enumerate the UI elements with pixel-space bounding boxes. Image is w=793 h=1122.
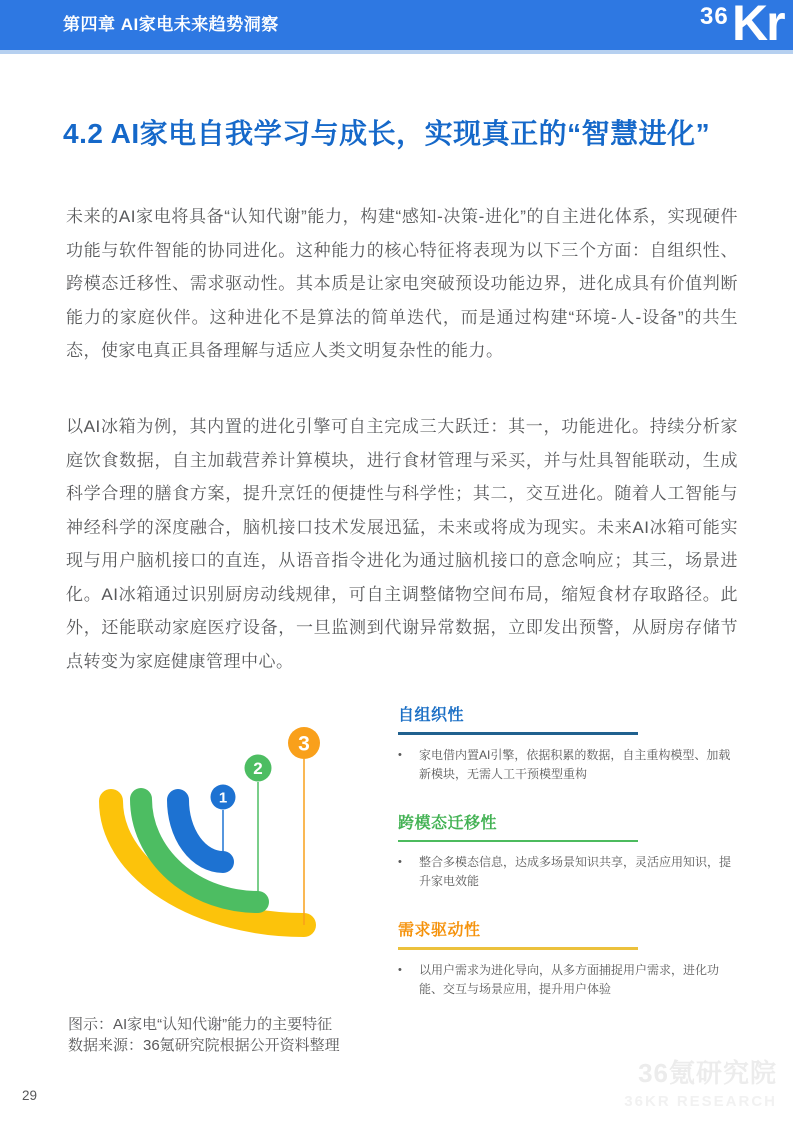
- feature-list: [398, 702, 748, 1025]
- watermark-cn: 36氪研究院: [638, 1058, 777, 1088]
- header-accent-strip: [0, 50, 793, 54]
- watermark: [624, 1053, 777, 1110]
- arc-inner-blue: [178, 800, 223, 862]
- feature-title: 自组织性: [398, 707, 465, 724]
- logo-kr-text: Kr: [732, 0, 784, 50]
- feature-bullet: [398, 853, 734, 891]
- feature-underline: [398, 840, 638, 843]
- feature-bullet-text: 家电借内置AI引擎，依据积累的数据，自主重构模型、加载新模块，无需人工干预模型重构: [419, 747, 731, 781]
- feature-underline: [398, 947, 638, 950]
- feature-self-organization: [398, 702, 748, 784]
- feature-cross-modal-transfer: [398, 810, 748, 892]
- cognitive-metabolism-diagram: [60, 690, 405, 1005]
- feature-bullet: [398, 961, 734, 999]
- bullet-dot-icon: •: [398, 748, 402, 761]
- page-header: [0, 0, 793, 50]
- body-paragraph-2: 以AI冰箱为例，其内置的进化引擎可自主完成三大跃迁：其一，功能进化。持续分析家庭饮食数据，自主加载营养计算模块，进行食材管理与采买，并与灶具智能联动，生成科学合理的膳食方案，提升烹饪的便捷性与科学性；其二，交互进化。随着人工智能与神经科学的深度融合，脑机接口技术发展迅猛，未来或将成为现实。未来AI冰箱可能实现与用户脑机接口的直连，从语音指令进化为通过脑机接口的意念响应；其三，场景进化。AI冰箱通过识别厨房动线规律，可自主调整储物空间布局，缩短食材存取路径。此外，还能联动家庭医疗设备，一旦监测到代谢异常数据，立即发出预警，从厨房存储节点转变为家庭健康管理中心。: [66, 417, 738, 671]
- logo-36-text: 36: [700, 3, 729, 30]
- feature-bullet: [398, 746, 734, 784]
- feature-underline: [398, 732, 638, 735]
- bullet-dot-icon: •: [398, 856, 402, 868]
- section-title: 4.2 AI家电自我学习与成长，实现真正的“智慧进化”: [63, 118, 711, 149]
- chapter-title: 第四章 AI家电未来趋势洞察: [63, 15, 279, 34]
- caption-source-line: 数据来源：36氪研究院根据公开资料整理: [68, 1037, 340, 1054]
- marker-number-2: 2: [253, 759, 263, 778]
- feature-bullet-text: 整合多模态信息，达成多场景知识共享，灵活应用知识，提升家电效能: [419, 855, 732, 888]
- feature-title: 跨模态迁移性: [398, 814, 498, 832]
- caption-figure-line: 图示：AI家电“认知代谢”能力的主要特征: [68, 1016, 333, 1033]
- figure-caption: [68, 1014, 488, 1056]
- feature-title: 需求驱动性: [398, 922, 481, 939]
- page-number: 29: [22, 1088, 38, 1103]
- feature-demand-driven: [398, 917, 748, 999]
- feature-bullet-text: 以用户需求为进化导向，从多方面捕捉用户需求，进化功能、交互与场景应用，提升用户体验: [419, 962, 720, 996]
- marker-number-3: 3: [298, 732, 310, 756]
- marker-number-1: 1: [218, 789, 228, 807]
- bullet-dot-icon: •: [398, 963, 402, 976]
- body-paragraph-1: 未来的AI家电将具备“认知代谢”能力，构建“感知-决策-进化”的自主进化体系，实现硬件功能与软件智能的协同进化。这种能力的核心特征将表现为以下三个方面：自组织性、跨模态迁移性、需求驱动性。其本质是让家电突破预设功能边界，进化成具有价值判断能力的家庭伙伴。这种进化不是算法的简单迭代，而是通过构建“环境-人-设备”的共生态，使家电真正具备理解与适应人类文明复杂性的能力。: [66, 207, 738, 360]
- watermark-en: 36KR RESEARCH: [624, 1093, 777, 1110]
